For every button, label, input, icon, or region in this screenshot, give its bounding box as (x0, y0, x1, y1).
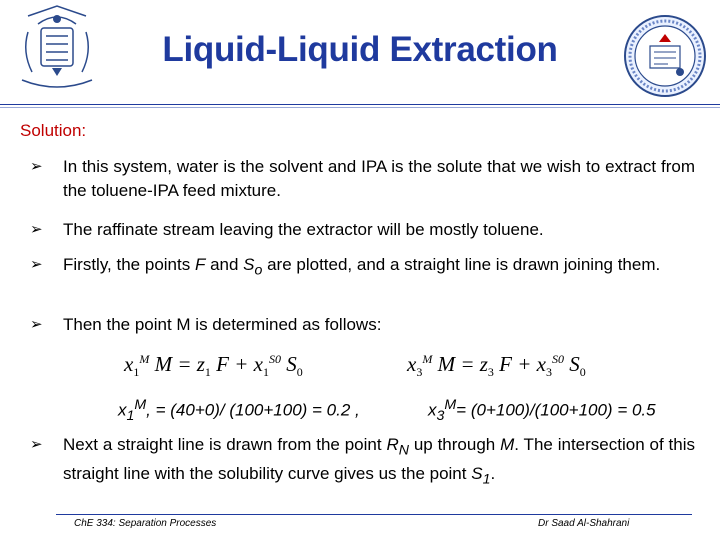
bullet-text: Next a straight line is drawn from the point $R_N$ up through M. The intersection of this straight line with the solubility curve gives us the point $S_1$. (63, 435, 695, 488)
footer-author: Dr Saad Al-Shahrani (538, 518, 630, 529)
arrow-bullet-icon: ➢ (30, 316, 43, 333)
bullet-text: The raffinate stream leaving the extractor will be mostly toluene. (63, 220, 544, 239)
arrow-bullet-icon: ➢ (30, 158, 43, 175)
header-divider (0, 104, 720, 105)
arrow-bullet-icon: ➢ (30, 221, 43, 238)
bullet-item (30, 253, 695, 282)
bullet-text: Firstly, the points F and $S_o$ are plotted, and a straight line is drawn joining them. (63, 255, 661, 279)
calculation-x1: $x_1^M$, = (40+0)/ (100+100) = 0.2 , (118, 397, 360, 425)
solution-label: Solution: (20, 121, 87, 140)
bullet-item (30, 218, 695, 242)
bullet-item (30, 313, 695, 337)
mixing-formula-x3: $x_3^M$ $M = z_3$ $F + x_3^{S0}$ $S_0$ (407, 352, 586, 380)
bullet-text: Then the point M is determined as follows: (63, 315, 382, 334)
bullet-item (30, 155, 695, 203)
bullet-text: In this system, water is the solvent and IPA is the solute that we wish to extract from the toluene-IPA feed mixture. (63, 157, 695, 200)
footer-course: ChE 334: Separation Processes (74, 518, 217, 529)
calculation-x3: $x_3^M= (0+100)/(100+100) = 0.5$ (428, 397, 656, 425)
arrow-bullet-icon: ➢ (30, 256, 43, 273)
bullet-item (30, 433, 695, 492)
header-divider-thin (0, 107, 720, 108)
arrow-bullet-icon: ➢ (30, 436, 43, 453)
footer-divider (56, 514, 692, 515)
mixing-formula-x1: $x_1^M$ $M = z_1$ $F + x_1^{S0}$ $S_0$ (124, 352, 303, 380)
page-title: Liquid-Liquid Extraction (162, 30, 558, 69)
